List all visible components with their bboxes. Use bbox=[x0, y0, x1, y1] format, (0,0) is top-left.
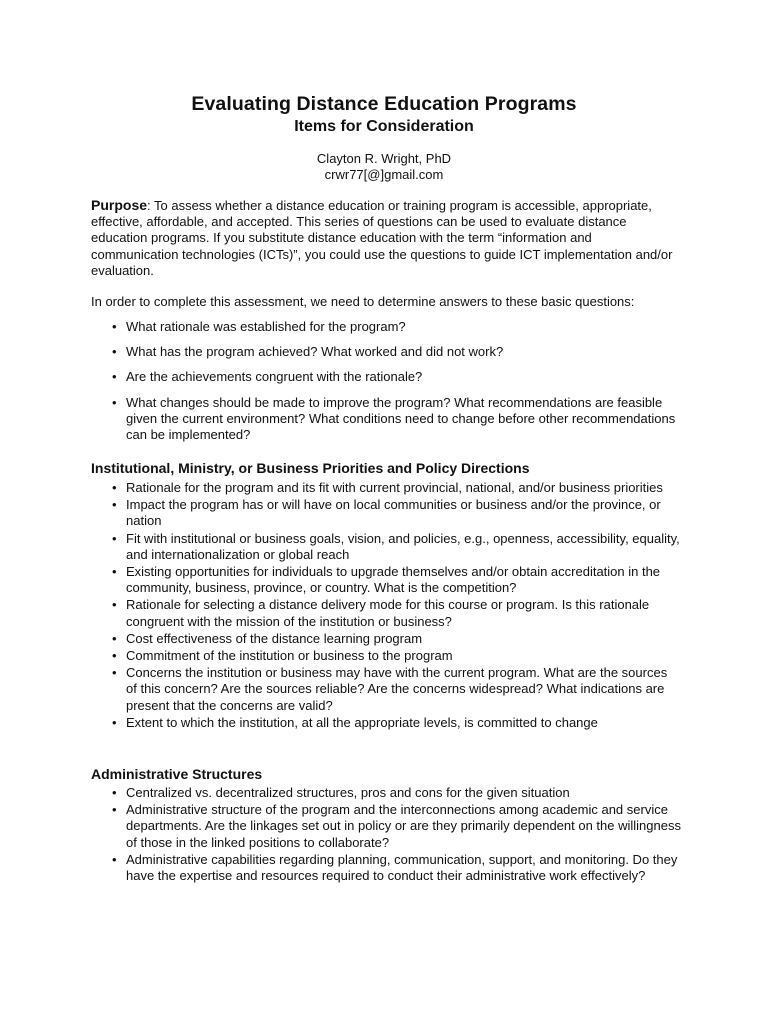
list-item bbox=[91, 480, 681, 496]
list-item-text: Cost effectiveness of the distance learning program bbox=[126, 630, 423, 646]
section-heading-administrative: Administrative Structures bbox=[91, 766, 263, 782]
list-item-text: What rationale was established for the program? bbox=[126, 319, 406, 334]
list-item bbox=[91, 344, 681, 360]
list-item bbox=[91, 497, 681, 529]
list-item bbox=[91, 648, 681, 664]
list-item-text: Administrative structure of the program and the interconnections among academic and service departments. Are the linkages set out in policy or are they primarily dependent on the willingness of those in the linked positions to collaborate? bbox=[126, 802, 681, 850]
bullet: • bbox=[112, 369, 117, 385]
bullet: • bbox=[112, 530, 117, 546]
bullet: • bbox=[112, 497, 117, 513]
list-item bbox=[91, 631, 681, 647]
list-item-text: Rationale for selecting a distance delivery mode for this course or program. Is this rationale congruent with the mission of the institution or business? bbox=[126, 597, 650, 629]
list-item-text: Concerns the institution or business may have with the current program. What are the sources of this concern? Are the sources reliable? Are the concerns widespread? What indications are present that the concerns are valid? bbox=[126, 665, 668, 713]
administrative-list bbox=[91, 785, 681, 885]
bullet: • bbox=[112, 597, 117, 613]
page-subtitle: Items for Consideration bbox=[294, 118, 474, 135]
list-item-text: Are the achievements congruent with the rationale? bbox=[126, 369, 423, 385]
page-title: Evaluating Distance Education Programs bbox=[191, 93, 577, 115]
list-item-text: Extent to which the institution, at all the appropriate levels, is committed to change bbox=[126, 714, 598, 730]
bullet: • bbox=[112, 714, 117, 730]
purpose-label: Purpose bbox=[91, 197, 148, 213]
list-item bbox=[91, 852, 681, 884]
purpose-paragraph bbox=[91, 197, 681, 279]
list-item bbox=[91, 715, 681, 731]
list-item bbox=[91, 665, 681, 714]
bullet: • bbox=[112, 394, 117, 410]
list-item-text: Fit with institutional or business goals, vision, and policies, e.g., openness, accessibility, equality, and internationalization or global reach bbox=[126, 530, 680, 562]
list-item bbox=[91, 319, 681, 335]
intro-paragraph: In order to complete this assessment, we need to determine answers to these basic questions: bbox=[91, 294, 635, 309]
bullet: • bbox=[112, 564, 117, 580]
list-item bbox=[91, 369, 681, 385]
author-email: crwr77[@]gmail.com bbox=[324, 167, 444, 182]
list-item bbox=[91, 531, 681, 563]
list-item bbox=[91, 802, 681, 851]
bullet: • bbox=[112, 344, 117, 360]
bullet: • bbox=[112, 665, 117, 681]
bullet: • bbox=[112, 480, 117, 495]
section-heading-priorities: Institutional, Ministry, or Business Priorities and Policy Directions bbox=[91, 460, 530, 476]
list-item-text: Existing opportunities for individuals to upgrade themselves and/or obtain accreditation in the community, business, province, or country. What is the competition? bbox=[126, 564, 661, 596]
bullet: • bbox=[112, 630, 117, 646]
priorities-list bbox=[91, 480, 681, 732]
list-item-text: What changes should be made to improve the program? What recommendations are feasible given the current environment? What conditions need to change before other recommendations can be implemented? bbox=[126, 394, 676, 443]
list-item bbox=[91, 597, 681, 629]
bullet: • bbox=[112, 802, 117, 818]
bullet: • bbox=[112, 319, 117, 334]
purpose-text: : To assess whether a distance education or training program is accessible, appropriate, effective, affordable, and accepted. This series of questions can be used to evaluate distance education programs. If you substitute distance education with the term “information and communication technologies (ICTs)”, you could use the questions to guide ICT implementation and/or evaluation. bbox=[91, 198, 673, 278]
list-item-text: Rationale for the program and its fit with current provincial, national, and/or business priorities bbox=[126, 480, 663, 495]
bullet: • bbox=[112, 851, 117, 867]
bullet: • bbox=[112, 785, 117, 800]
list-item-text: Administrative capabilities regarding planning, communication, support, and monitoring. Do they have the expertise and resources required to conduct their administrative work effectively? bbox=[126, 851, 678, 884]
basic-questions-list bbox=[91, 319, 681, 452]
list-item-text: Commitment of the institution or business to the program bbox=[126, 648, 453, 664]
list-item bbox=[91, 564, 681, 596]
list-item bbox=[91, 785, 681, 801]
list-item-text: What has the program achieved? What worked and did not work? bbox=[126, 344, 504, 360]
bullet: • bbox=[112, 648, 117, 664]
author-block bbox=[0, 151, 768, 183]
list-item-text: Impact the program has or will have on local communities or business and/or the province, or nation bbox=[126, 497, 661, 529]
list-item bbox=[91, 395, 681, 444]
author-name: Clayton R. Wright, PhD bbox=[316, 151, 452, 166]
list-item-text: Centralized vs. decentralized structures, pros and cons for the given situation bbox=[126, 785, 570, 800]
